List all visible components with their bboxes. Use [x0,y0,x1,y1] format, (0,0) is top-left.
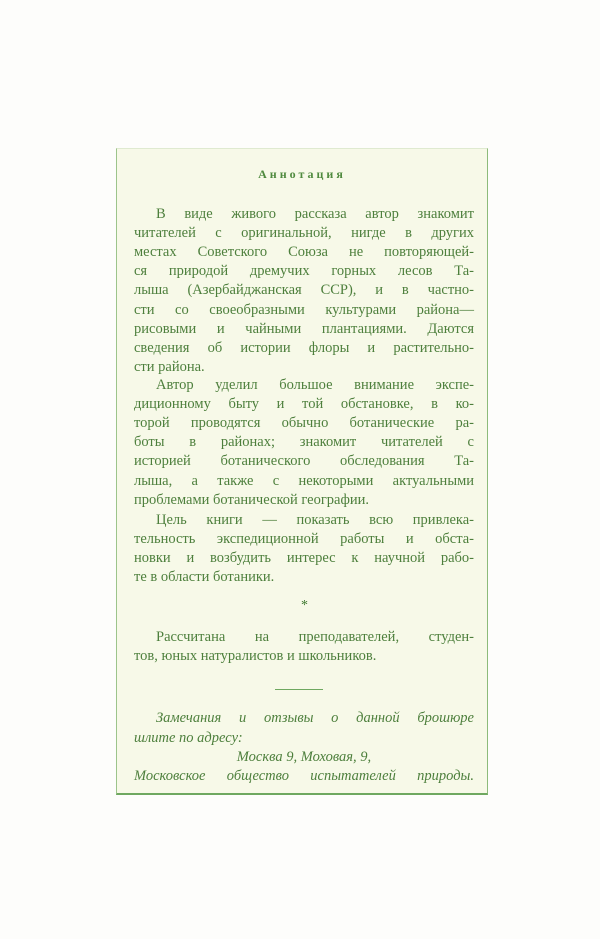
paragraph-line: лыша, а также с некоторыми актуальными [134,472,474,489]
paragraph-line: В виде живого рассказа автор знакомит [156,206,474,222]
paragraph-line: диционному быту и той обстановке, в ко- [134,396,474,413]
audience-line: тов, юных натуралистов и школьников. [134,648,377,664]
paragraph-line: проблемами ботанической географии. [134,491,370,508]
paragraph-line: новки и возбудить интерес к научной рабо- [134,550,474,567]
paragraph-line: историей ботанического обследования Та- [134,453,474,470]
paragraph-line: боты в районах; знакомит читателей с [134,434,474,451]
paragraph-line: сти района. [134,358,205,375]
paragraph-line: ся природой дремучих горных лесов Та- [134,263,474,280]
paragraph-line: Цель книги — показать всю привлека- [156,512,474,528]
paragraph-line: местах Советского Союза не повторяющей- [134,244,474,261]
annotation-card [116,148,488,795]
contact-line: Московское общество испытателей природы. [134,768,474,784]
paragraph-line: сти со своеобразными культурами района— [134,301,474,318]
annotation-title: Аннотация [258,167,346,181]
paragraph-line: лыша (Азербайджанская ССР), и в частно- [134,282,474,299]
paragraph-line: сведения об истории флоры и растительно- [134,339,474,356]
paragraph-line: тельность экспедиционной работы и обста- [134,531,474,548]
contact-line: Замечания и отзывы о данной брошюре [156,710,474,726]
paragraph-line: Автор уделил большое внимание экспе- [156,377,474,393]
paragraph-line: торой проводятся обычно ботанические ра- [134,415,474,432]
paragraph-line: читателей с оригинальной, нигде в других [134,225,474,242]
contact-line: шлите по адресу: [134,730,243,746]
divider-rule [275,689,323,690]
contact-line: Москва 9, Моховая, 9, [236,749,372,765]
paragraph-line: рисовыми и чайными плантациями. Даются [134,320,474,337]
paragraph-line: те в области ботаники. [134,569,275,586]
separator-asterisk: * [301,598,308,613]
audience-line: Рассчитана на преподавателей, студен- [156,629,474,645]
